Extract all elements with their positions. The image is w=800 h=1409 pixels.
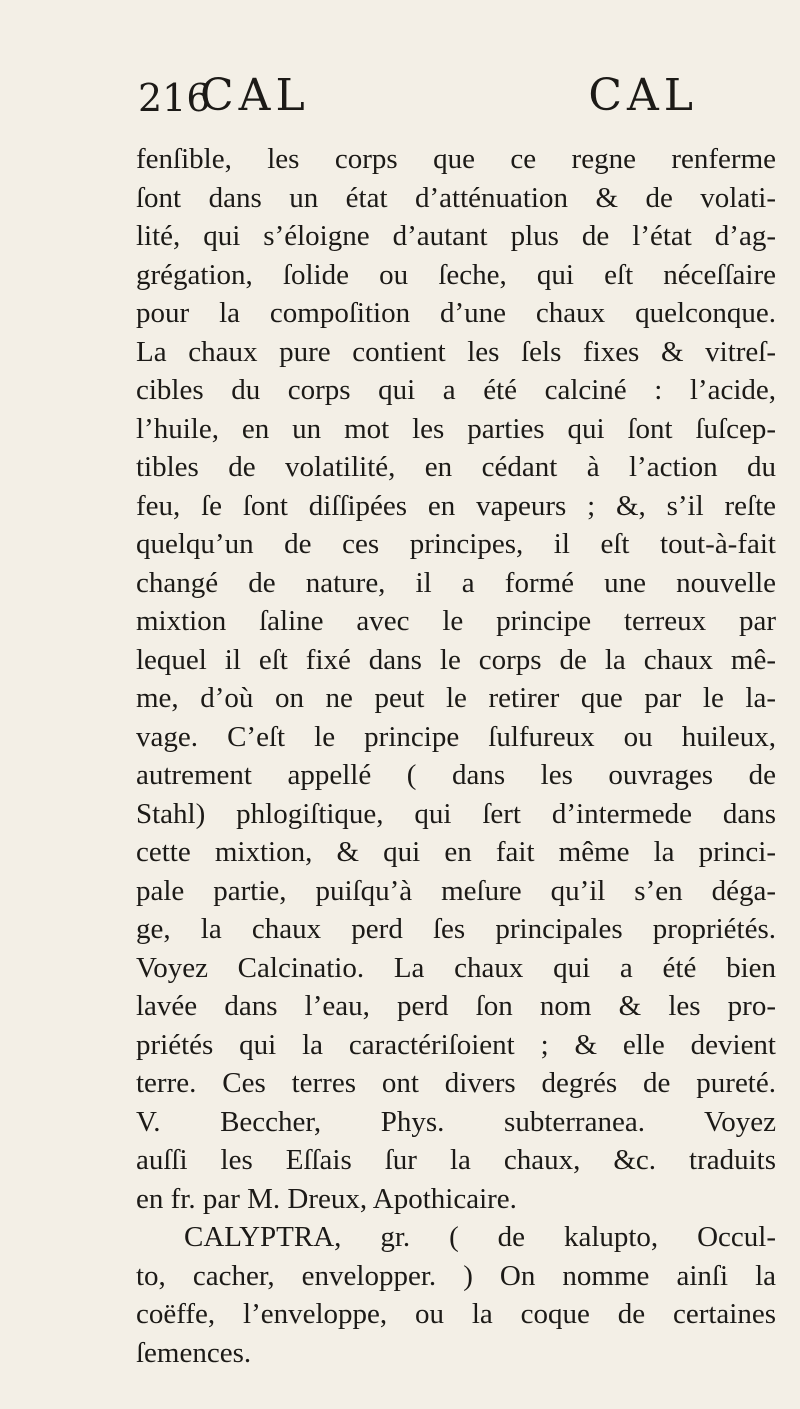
text-line: lavée dans l’eau, perd ſon nom & les pro- <box>136 990 776 1022</box>
text-line: cette mixtion, & qui en fait même la princi- <box>136 836 776 868</box>
text-line: Stahl) phlogiſtique, qui ſert d’intermede dans <box>136 797 776 830</box>
text-line: quelqu’un de ces principes, il eſt tout-à-fait <box>136 528 776 560</box>
text-line: auſſi les Eſſais ſur la chaux, &c. traduits <box>136 1144 776 1176</box>
text-line: vage. C’eſt le principe ſulfureux ou huileux, <box>136 720 776 753</box>
text-line: coëffe, l’enveloppe, ou la coque de certaines <box>136 1298 776 1330</box>
text-line: pale partie, puiſqu’à meſure qu’il s’en déga- <box>136 874 776 907</box>
text-line: en fr. par M. Dreux, Apothicaire. <box>136 1182 517 1215</box>
text-line: l’huile, en un mot les parties qui ſont ſuſcep- <box>136 412 776 445</box>
text-line: ſont dans un état d’atténuation & de volati- <box>136 181 776 214</box>
text-line: V. Beccher, Phys. subterranea. Voyez <box>136 1105 776 1138</box>
text-line: lité, qui s’éloigne d’autant plus de l’état d’ag- <box>136 220 776 252</box>
text-line: fenſible, les corps que ce regne renferme <box>136 143 776 175</box>
text-line: me, d’où on ne peut le retirer que par le la- <box>136 682 776 714</box>
text-line: La chaux pure contient les ſels fixes & vitreſ- <box>136 335 776 368</box>
entry-calyptra-line: CALYPTRA, gr. ( de kalupto, Occul- <box>184 1221 776 1253</box>
left-headword: CAL <box>200 70 310 121</box>
text-line: cibles du corps qui a été calciné : l’acide, <box>136 374 776 406</box>
text-line: ſemences. <box>136 1336 252 1369</box>
text-line: terre. Ces terres ont divers degrés de pureté. <box>136 1067 776 1099</box>
dictionary-entry-text <box>136 140 776 1372</box>
text-line: pour la compoſition d’une chaux quelconque. <box>136 297 776 329</box>
text-line: lequel il eſt fixé dans le corps de la chaux mê- <box>136 643 776 676</box>
text-line: to, cacher, envelopper. ) On nomme ainſi la <box>136 1259 776 1292</box>
text-line: changé de nature, il a formé une nouvelle <box>136 566 776 599</box>
page-number: 216 <box>138 76 211 120</box>
text-line: autrement appellé ( dans les ouvrages de <box>136 759 776 791</box>
text-line: ge, la chaux perd ſes principales propriétés. <box>136 913 776 945</box>
text-line: tibles de volatilité, en cédant à l’action du <box>136 451 776 483</box>
text-line: feu, ſe ſont diſſipées en vapeurs ; &, s’il reſte <box>136 489 776 522</box>
text-line: mixtion ſaline avec le principe terreux par <box>136 605 776 637</box>
text-line: grégation, ſolide ou ſeche, qui eſt néceſſaire <box>136 258 776 291</box>
running-header <box>138 70 698 130</box>
text-line: priétés qui la caractériſoient ; & elle devient <box>136 1028 776 1061</box>
text-line: Voyez Calcinatio. La chaux qui a été bien <box>136 951 776 984</box>
right-headword: CAL <box>588 70 698 121</box>
